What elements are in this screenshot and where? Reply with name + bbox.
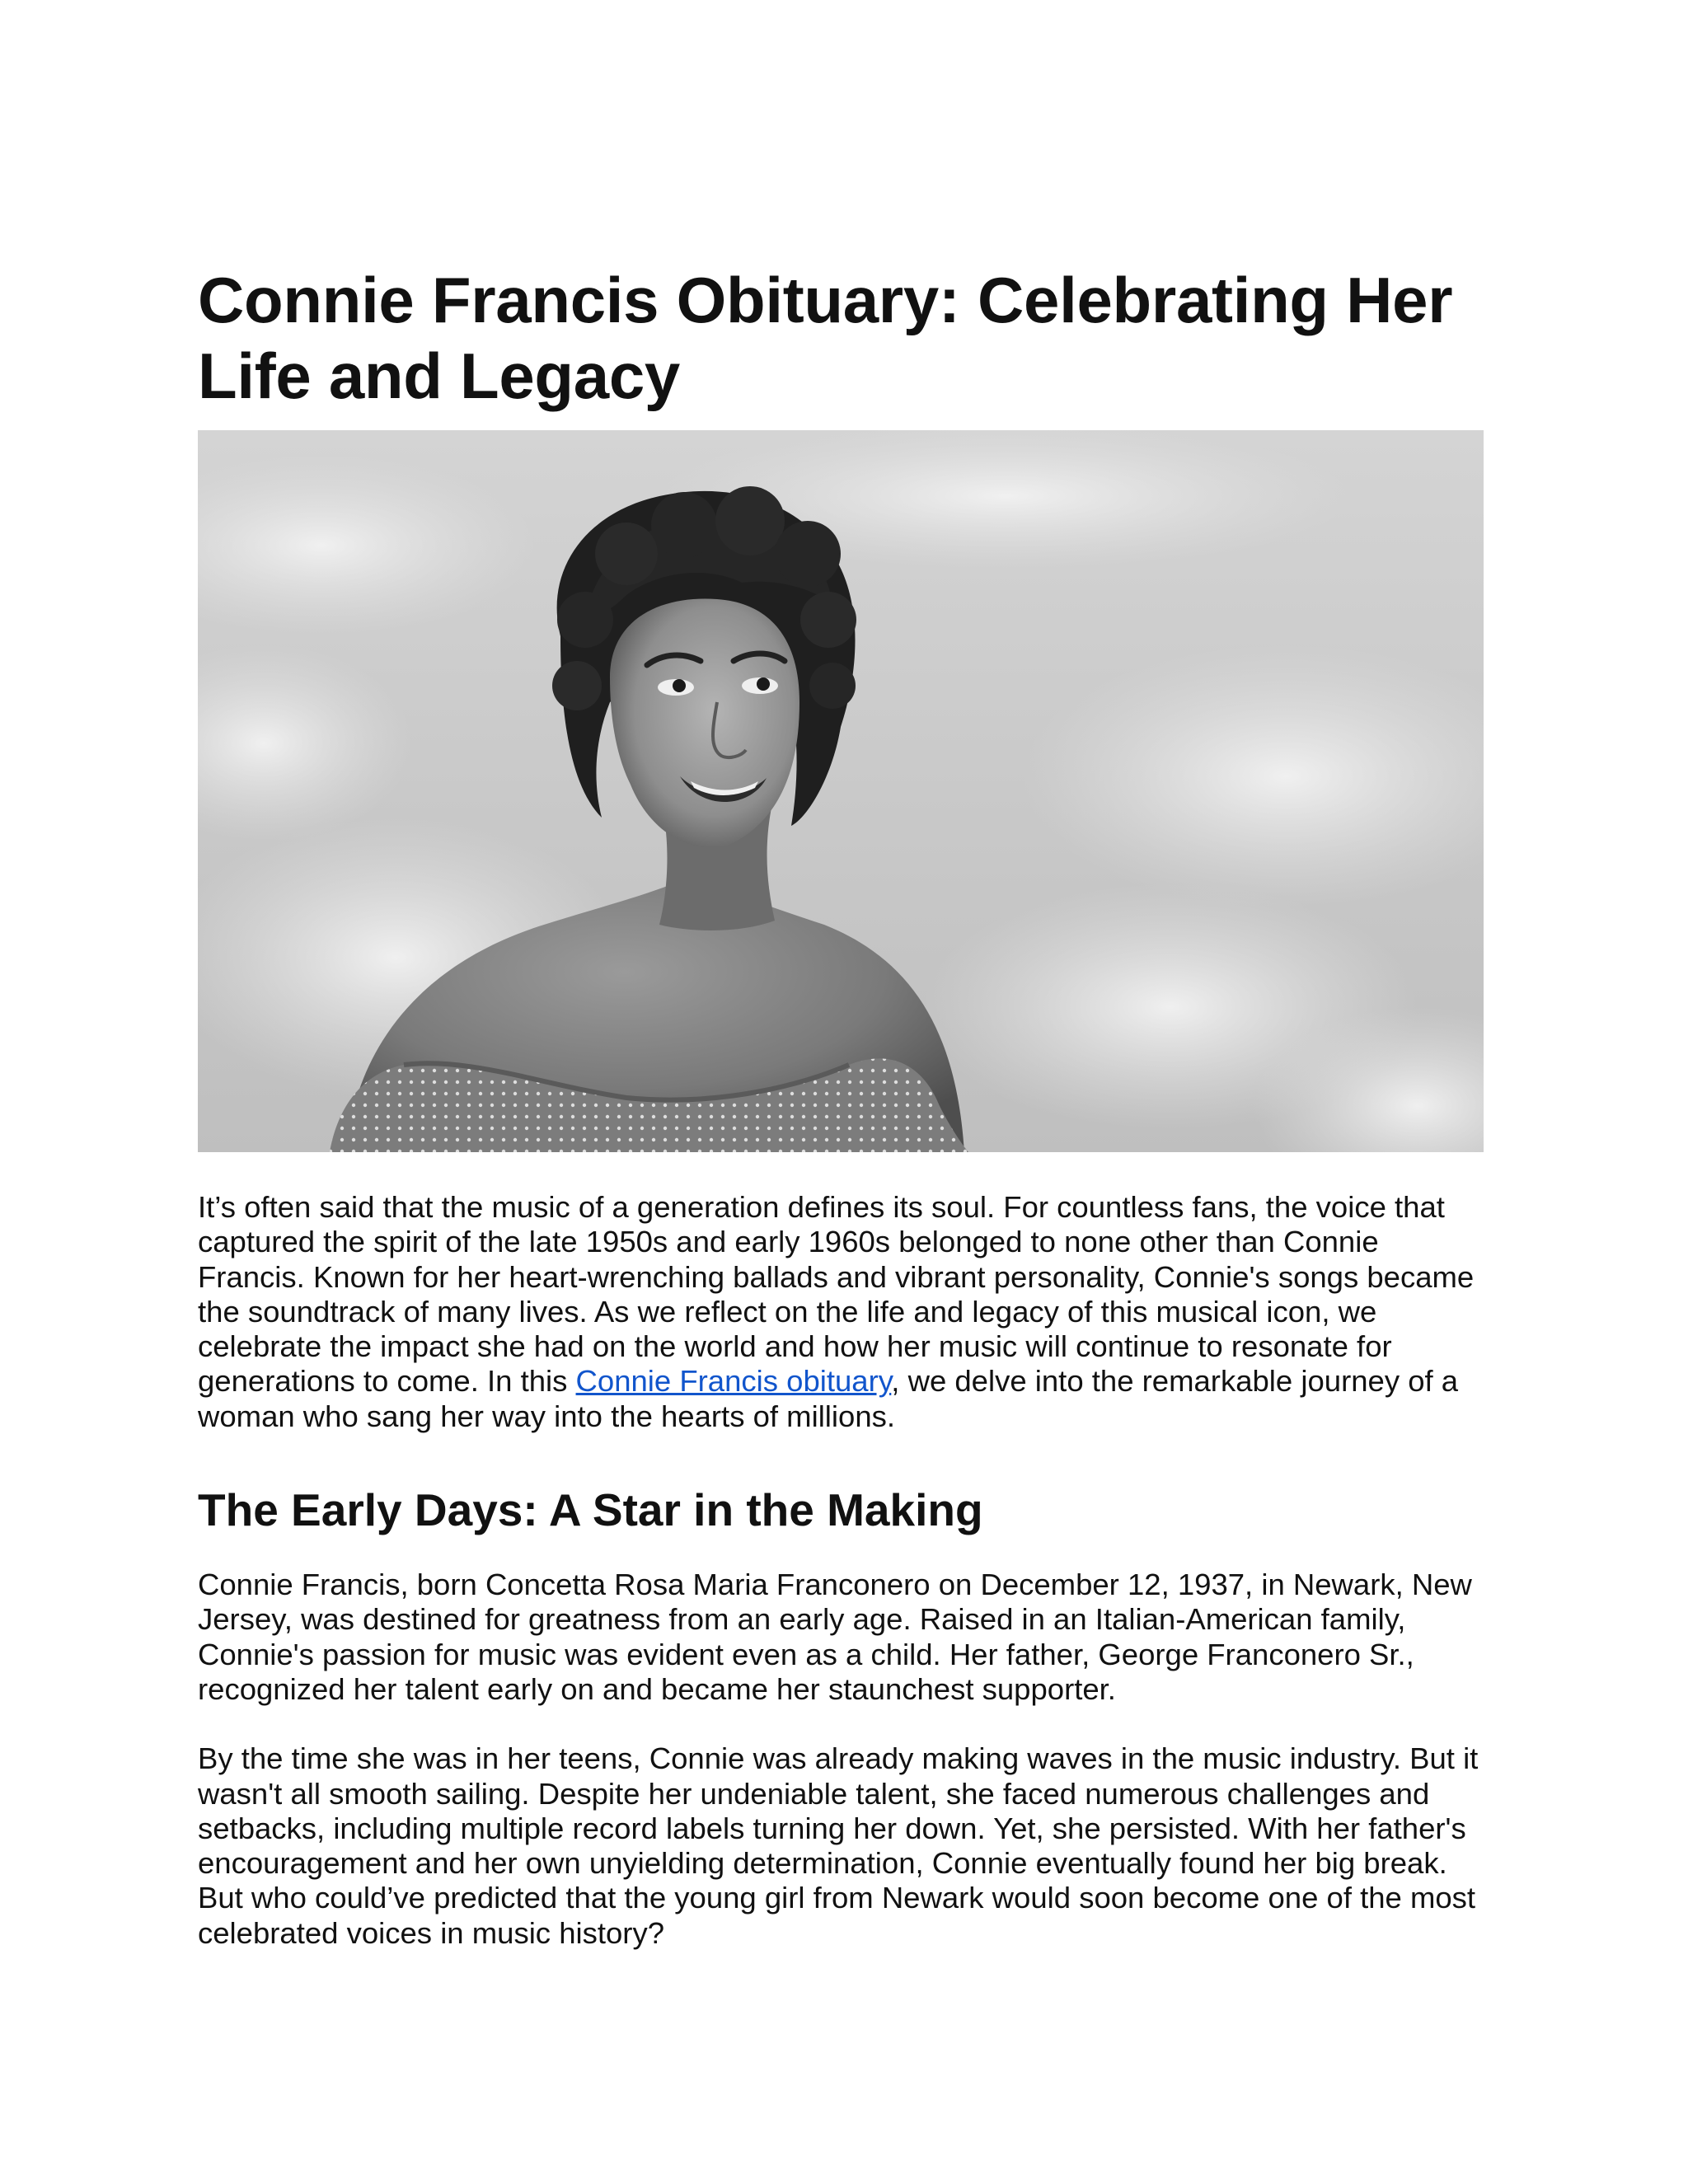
article-title: Connie Francis Obituary: Celebrating Her Life and Legacy <box>198 264 1453 412</box>
paragraph-big-break: By the time she was in her teens, Connie was already making waves in the music industry. But it wasn't all smooth sailing. Despite her undeniable talent, she faced numerous challenges and setbacks, including multiple record labels turning her down. Yet, she persisted. With her father's encouragement and her own unyielding determination, Connie eventually found her big break. But who could’ve predicted that the young girl from Newark would soon become one of the most celebrated voices in music history? <box>198 1741 1479 1950</box>
intro-text-start: It’s often said that the music of a generation defines its soul. For countless fans, the voice that captured the spirit of the late 1950s and early 1960s belonged to none other than Connie Francis. Known for her heart-wrenching ballads and vibrant personality, Connie's songs became the soundtrack of many lives. As we reflect on the life and legacy of this musical icon, we celebrate the impact she had on the world and how her music will continue to resonate for generations to come. In this <box>198 1190 1475 1399</box>
portrait-photo <box>198 430 1484 1152</box>
section-heading: The Early Days: A Star in the Making <box>198 1484 983 1536</box>
document-page <box>198 262 1484 1951</box>
portrait-illustration <box>198 430 1484 1152</box>
intro-text-end: , we delve into the remarkable journey of a woman who sang her way into the hearts of millions. <box>198 1364 1459 1433</box>
intro-paragraph <box>198 1190 1484 1434</box>
obituary-link[interactable]: Connie Francis obituary <box>575 1364 892 1399</box>
paragraph-early-life: Connie Francis, born Concetta Rosa Maria Franconero on December 12, 1937, in Newark, New Jersey, was destined for greatness from an early age. Raised in an Italian-American family, Connie's passion for music was evident even as a child. Her father, George Franconero Sr., recognized her talent early on and became her staunchest supporter. <box>198 1568 1472 1706</box>
